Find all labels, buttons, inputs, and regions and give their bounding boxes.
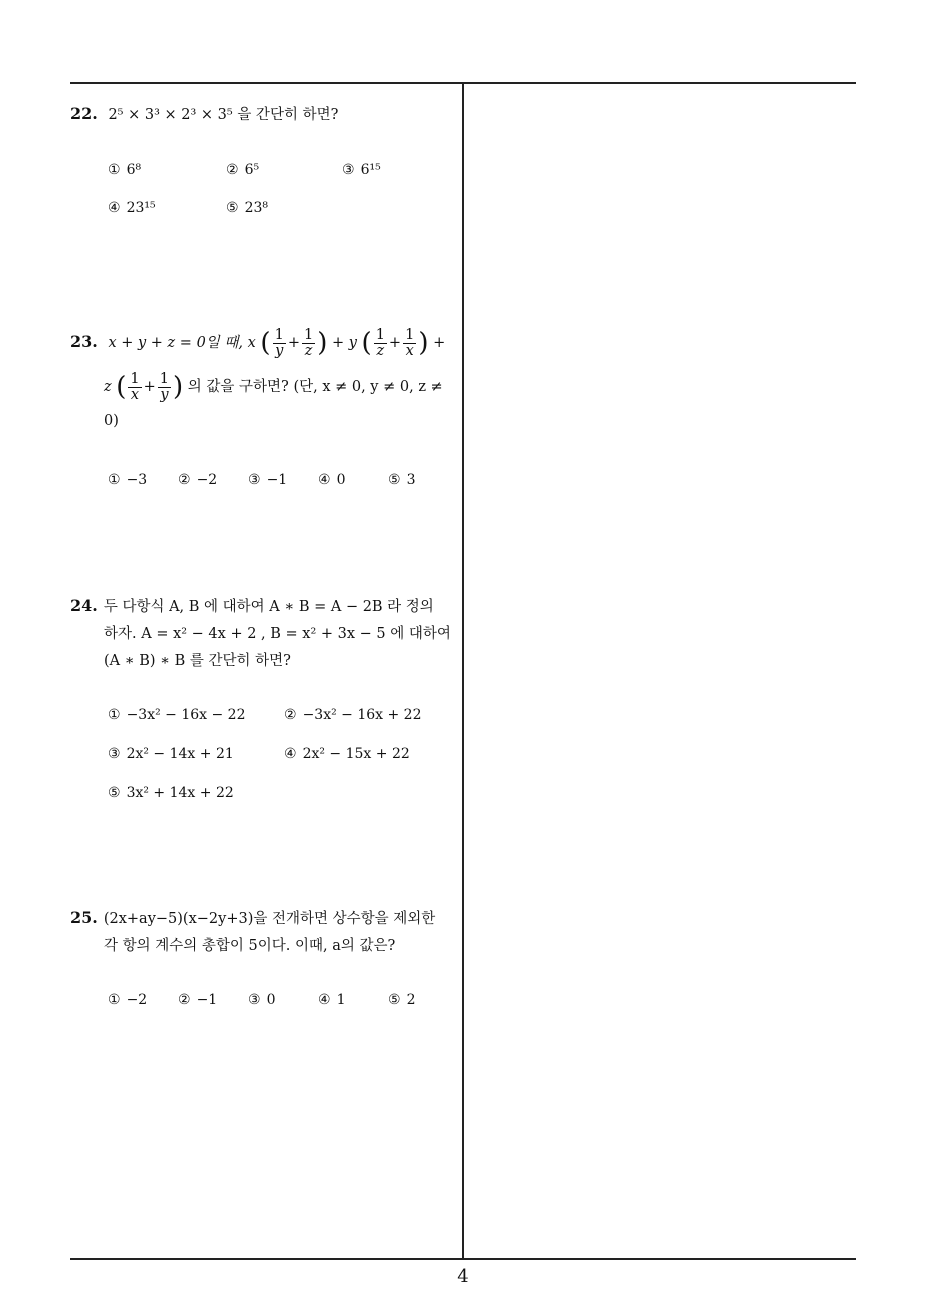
question-text-line-1: 두 다항식 A, B 에 대하여 A ∗ B = A − 2B 라 정의 [103,599,434,615]
question-25 [70,904,454,960]
choice-5[interactable]: ⑤ 3 [388,472,416,488]
choice-1[interactable]: ① −3 [108,472,148,488]
question-23-line-2: z ( $\frac{1}{x}$ + $\frac{1}{y}$ ) 의 값을 구하면? (단, x ≠ 0, y ≠ 0, z ≠ [104,370,443,403]
question-number: 24. [70,596,98,615]
choice-1[interactable]: ① −2 [108,992,148,1008]
fraction: $\frac{1}{y}$ [274,326,284,359]
fraction: $\frac{1}{x}$ [130,370,140,403]
question-23-line-3: 0) [104,413,119,429]
fraction: $\frac{1}{z}$ [375,326,385,359]
fraction: $\frac{1}{y}$ [159,370,170,403]
choice-2[interactable]: ② −3x² − 16x + 22 [284,707,422,723]
question-22 [70,100,454,129]
question-text-line-2: 하자. A = x² − 4x + 2 , B = x² + 3x − 5 에 대하여 [104,626,451,642]
choice-3[interactable]: ③ −1 [248,472,288,488]
choice-5[interactable]: ⑤ 2 [388,992,416,1008]
choice-1[interactable]: ① −3x² − 16x − 22 [108,707,246,723]
question-text-line-2: 각 항의 계수의 총합이 5이다. 이때, a의 값은? [104,938,396,954]
choice-2[interactable]: ② −2 [178,472,218,488]
choice-3[interactable]: ③ 2x² − 14x + 21 [108,746,234,762]
choice-4[interactable]: ④ 0 [318,472,346,488]
question-text-line-3: (A ∗ B) ∗ B 를 간단히 하면? [104,653,291,669]
column-divider [462,82,464,1260]
question-23-line-1: 23. x + y + z = 0일 때, x ( $\frac{1}{y}$ + $\frac{1}{z}$ ) + y ( $\frac{1}{z}$ + $\frac{1}{x}$ ) + [70,326,446,359]
question-text-line-1: (2x+ay−5)(x−2y+3)을 전개하면 상수항을 제외한 [103,911,436,927]
question-text: 2⁵ × 3³ × 2³ × 3⁵ 을 간단히 하면? [108,107,339,123]
choice-4[interactable]: ④ 23¹⁵ [108,200,156,216]
question-number: 25. [70,908,98,927]
choice-2[interactable]: ② −1 [178,992,218,1008]
fraction: $\frac{1}{z}$ [303,326,314,359]
choice-1[interactable]: ① 6⁸ [108,162,142,178]
choice-2[interactable]: ② 6⁵ [226,162,260,178]
bottom-rule [70,1258,856,1260]
choice-4[interactable]: ④ 2x² − 15x + 22 [284,746,410,762]
question-24 [70,592,454,675]
choice-5[interactable]: ⑤ 3x² + 14x + 22 [108,785,234,801]
choice-3[interactable]: ③ 6¹⁵ [342,162,381,178]
choice-4[interactable]: ④ 1 [318,992,346,1008]
question-23 [70,320,454,433]
fraction: $\frac{1}{x}$ [405,326,415,359]
choice-5[interactable]: ⑤ 23⁸ [226,200,268,216]
page-number: 4 [457,1266,469,1287]
question-number: 23. [70,332,98,351]
question-number: 22. [70,104,98,123]
choice-3[interactable]: ③ 0 [248,992,276,1008]
